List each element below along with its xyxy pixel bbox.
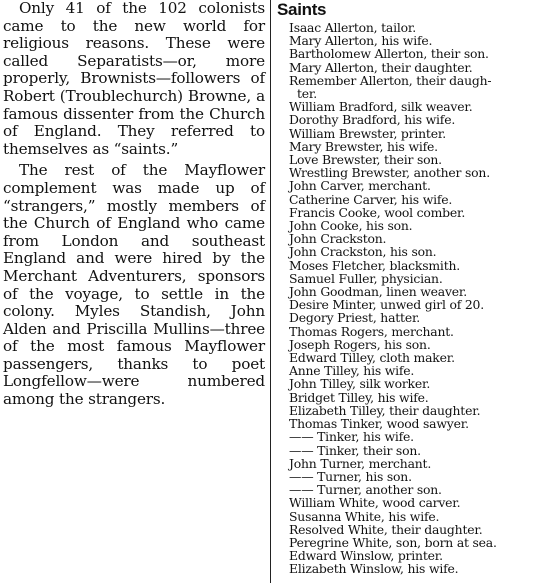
column-divider [270, 0, 271, 583]
saints-list [277, 21, 549, 576]
saint-entry: William White, wood carver. [289, 495, 461, 511]
saint-entry: Mary Allerton, his wife. [289, 33, 433, 49]
strangers-paragraph: The rest of the Mayflower complement was made up of “strangers,” mostly members of the Church of England who came from London and southeast England and were hired by the Merchant Adventurers, sponsors of the voyage, to settle in the colony. Myles Standish, John Alden and Priscilla Mullins—three of the most famous Mayflower passengers, thanks to poet Longfellow—were numbered among the strangers. [3, 161, 265, 409]
saint-entry: John Turner, merchant. [289, 455, 432, 471]
saint-entry: Francis Cooke, wool comber. [289, 204, 466, 220]
saint-entry: Catherine Carver, his wife. [289, 191, 453, 207]
saint-entry: Anne Tilley, his wife. [289, 363, 415, 379]
saint-entry: Mary Allerton, their daughter. [289, 59, 473, 75]
saint-entry: Susanna White, his wife. [289, 508, 440, 524]
saint-entry: —— Tinker, their son. [289, 442, 421, 458]
saint-entry: Degory Priest, hatter. [289, 310, 421, 326]
saint-entry: Remember Allerton, their daugh- [289, 72, 492, 88]
saint-entry: ter. [297, 86, 318, 102]
saint-entry: Elizabeth Winslow, his wife. [289, 561, 459, 577]
saints-list-column [277, 0, 549, 576]
saint-entry: Edward Tilley, cloth maker. [289, 350, 455, 366]
article-left-column [3, 0, 265, 409]
saint-entry: Joseph Rogers, his son. [289, 336, 431, 352]
saint-entry: Elizabeth Tilley, their daughter. [289, 402, 481, 418]
saint-entry: —— Turner, his son. [289, 468, 412, 484]
saint-entry: Bartholomew Allerton, their son. [289, 46, 489, 62]
saint-entry: Moses Fletcher, blacksmith. [289, 257, 460, 273]
saint-entry: William Brewster, printer. [289, 125, 446, 141]
saint-entry: John Tilley, silk worker. [289, 376, 431, 392]
saint-entry: —— Tinker, his wife. [289, 429, 414, 445]
saint-entry: Bridget Tilley, his wife. [289, 389, 429, 405]
saint-entry: Edward Winslow, printer. [289, 548, 443, 564]
saint-entry: John Crackston, his son. [289, 244, 437, 260]
intro-paragraph: Only 41 of the 102 colonists came to the new world for religious reasons. These were called Separatists—or, more properly, Brownists—followers of Robert (Troublechurch) Browne, a famous dissenter from the Church of England. They referred to themselves as “saints.” [3, 0, 265, 158]
saint-entry: John Cooke, his son. [289, 218, 413, 234]
saint-entry: Isaac Allerton, tailor. [289, 20, 416, 35]
saint-entry: John Crackston. [289, 231, 387, 247]
saint-entry: —— Turner, another son. [289, 482, 442, 498]
saint-entry: Love Brewster, their son. [289, 152, 442, 168]
saint-entry: Wrestling Brewster, another son. [289, 165, 490, 181]
saint-entry: Samuel Fuller, physician. [289, 270, 443, 286]
saint-entry: William Bradford, silk weaver. [289, 99, 473, 115]
saint-entry: Thomas Rogers, merchant. [289, 323, 454, 339]
saint-entry: Peregrine White, son, born at sea. [289, 534, 497, 550]
saints-heading: Saints [277, 0, 327, 19]
saint-entry: Mary Brewster, his wife. [289, 138, 438, 154]
saint-entry: Desire Minter, unwed girl of 20. [289, 297, 484, 313]
saint-entry: Thomas Tinker, wood sawyer. [289, 416, 469, 432]
saint-entry: Resolved White, their daughter. [289, 521, 483, 537]
saint-entry: John Carver, merchant. [289, 178, 431, 194]
saint-entry: Dorothy Bradford, his wife. [289, 112, 456, 128]
saint-entry: John Goodman, linen weaver. [289, 284, 467, 300]
